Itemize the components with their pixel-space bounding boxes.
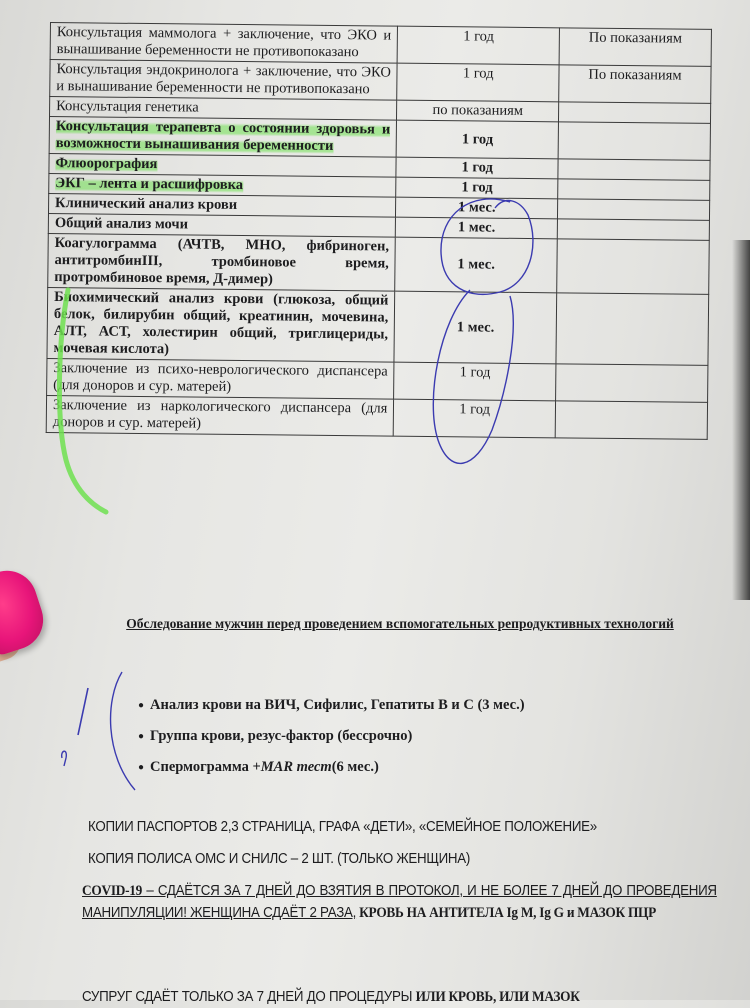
note-cell [558,179,710,201]
validity-cell: 1 год [397,63,559,102]
validity-cell: 1 год [397,26,559,65]
exam-name: Консультация эндокринолога + заключение, что ЭКО и вынашивание беременности не противопоказано [56,61,391,98]
table-row [48,233,710,294]
note-cell [557,219,709,241]
men-exam-list [138,690,525,783]
validity-cell: 1 год [394,362,556,401]
exam-name: Клинический анализ крови [55,195,238,213]
exam-name: Заключение из наркологического диспансера (для доноров и сур. матерей) [52,397,388,432]
spouse-note: СУПРУГ СДАЁТ ТОЛЬКО ЗА 7 ДНЕЙ ДО ПРОЦЕДУРЫ ИЛИ КРОВЬ, ИЛИ МАЗОК [82,989,580,1005]
validity-cell: 1 мес. [395,237,557,293]
pen-mark-paren [111,672,135,790]
validity-cell: 1 мес. [394,291,556,364]
exam-name-cell [49,117,397,158]
validity-cell: по показаниям [397,100,559,122]
exam-name-cell [46,395,394,436]
table-row [46,395,707,439]
pen-mark-one [78,688,88,735]
exam-name: Коагулограмма (АЧТВ, МНО, фибриноген, антитромбинIII, тромбиновое время, протромбиновое время, Д-димер) [54,235,390,288]
note-cell [556,364,708,403]
exam-name: Консультация терапевта о состоянии здоровья и возможности вынашивания беременности [55,118,391,154]
exam-name: Флюорография [55,155,158,173]
fingernail-pink [0,563,51,657]
exam-name: Биохимический анализ крови (глюкоза, общий белок, билирубин общий, креатинин, мочевина, АЛТ, АСТ, холестирин общий, триглицериды, мочевая кислота) [53,289,389,358]
covid-note: COVID-19 – СДАЁТСЯ ЗА 7 ДНЕЙ ДО ВЗЯТИЯ В ПРОТОКОЛ, И НЕ БОЛЕЕ 7 ДНЕЙ ДО ПРОВЕДЕНИЯ МАНИПУЛЯЦИИ! ЖЕНЩИНА СДАЁТ 2 РАЗА, КРОВЬ НА АНТИТЕЛА Ig M, Ig G и МАЗОК ПЦР [82,883,717,921]
exam-name: Консультация генетика [56,98,199,116]
exam-name: Заключение из психо-неврологического диспансера (для доноров и сур. матерей) [53,360,388,395]
exam-name: ЭКГ – лента и расшифровка [55,175,244,194]
requirements-table [46,22,712,440]
validity-cell: 1 год [396,120,558,159]
note-cell [558,199,710,221]
exam-name-cell [47,287,395,362]
exam-name-cell [48,233,396,291]
note-cell [555,401,707,440]
note-cell [557,239,709,295]
exam-name: Общий анализ мочи [54,215,189,233]
note-cell [559,102,711,124]
passport-copies-note: КОПИИ ПАСПОРТОВ 2,3 СТРАНИЦА, ГРАФА «ДЕТИ», «СЕМЕЙНОЕ ПОЛОЖЕНИЕ» [88,819,597,835]
list-item: ● Спермограмма + MAR тест (6 мес.) [138,759,379,775]
validity-cell: 1 год [394,399,556,438]
note-cell [558,122,710,161]
bullet-icon: ● [138,731,145,742]
note-cell: По показаниям [559,28,711,67]
exam-name: Консультация маммолога + заключение, что ЭКО и вынашивание беременности не противопоказано [56,24,392,61]
page-edge-shadow [732,240,750,600]
bullet-icon: ● [138,762,145,773]
bullet-icon: ● [138,700,145,711]
validity-cell: 1 мес. [396,217,558,239]
validity-cell: 1 год [396,177,558,199]
note-cell [556,293,709,366]
list-item: ● Анализ крови на ВИЧ, Сифилис, Гепатиты В и С (3 мес.) [138,697,525,713]
list-item: ● Группа крови, резус-фактор (бессрочно) [138,728,413,744]
exam-name-cell [50,23,398,64]
policy-copies-note: КОПИЯ ПОЛИСА ОМС И СНИЛС – 2 ШТ. (ТОЛЬКО ЖЕНЩИНА) [88,851,471,867]
pen-mark-two [62,751,67,766]
note-cell [558,159,710,181]
validity-cell: 1 год [396,157,558,179]
exam-name-cell [47,358,395,399]
validity-cell: 1 мес. [396,197,558,219]
note-cell: По показаниям [559,65,711,104]
table-row [47,287,709,365]
exam-name-cell [50,60,398,101]
men-section-title: Обследование мужчин перед проведением вспомогательных репродуктивных технологий [126,616,674,631]
